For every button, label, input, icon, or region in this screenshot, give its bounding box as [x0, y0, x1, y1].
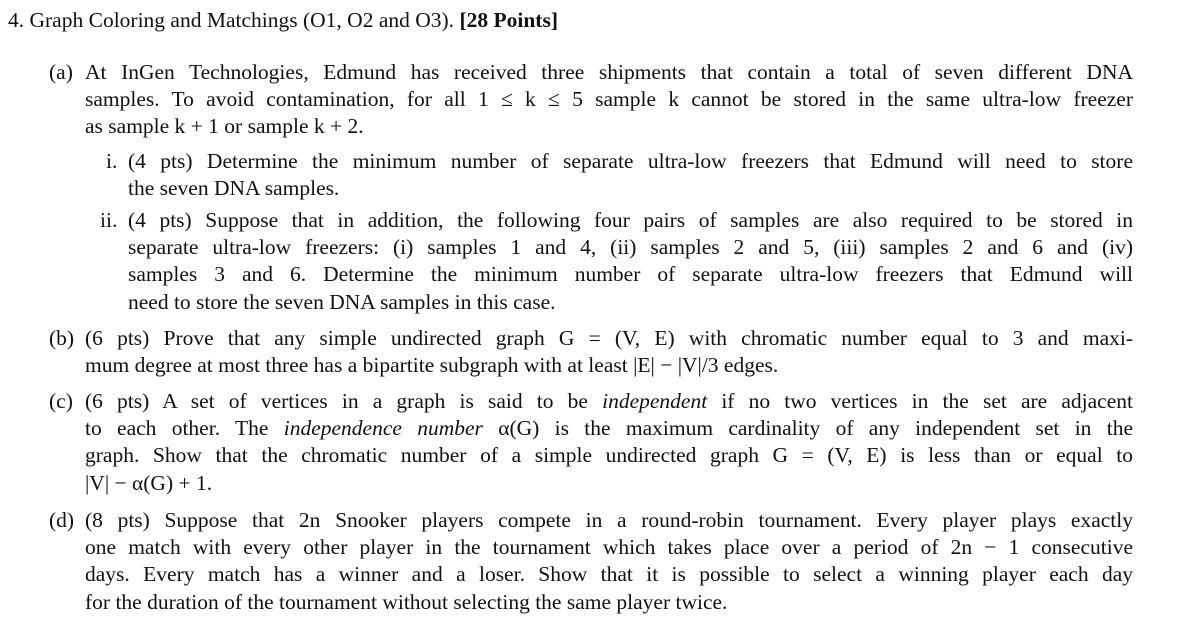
part-c-line: graph. Show that the chromatic number of a simple undirected graph G = (V, E) is less than or equal to — [85, 443, 1133, 468]
part-a-ii-line: need to store the seven DNA samples in this case. — [128, 289, 556, 314]
part-d-line: (8 pts) Suppose that 2n Snooker players compete in a round-robin tournament. Every player plays exactly — [85, 508, 1133, 532]
part-c-line: |V| − α(G) + 1. — [85, 470, 213, 495]
part-d-line: for the duration of the tournament without selecting the same player twice. — [85, 589, 728, 614]
part-a-i-text — [128, 148, 1133, 202]
part-b-marker: (b) — [49, 326, 75, 350]
term-independent: independent — [602, 389, 708, 413]
part-c-marker: (c) — [49, 389, 73, 413]
part-c-line2-start: to each other. The — [85, 416, 284, 441]
part-a-i-marker: i. — [106, 149, 118, 173]
part-d-line: one match with every other player in the tournament which takes place over a period of 2n − 1 consecutive — [85, 535, 1133, 560]
part-b-line: mum degree at most three has a bipartite subgraph with at least |E| − |V|/3 edges. — [85, 353, 779, 378]
part-d — [49, 507, 1133, 616]
part-b-text — [85, 325, 1133, 379]
question-heading — [8, 6, 558, 34]
part-b-line: (6 pts) Prove that any simple undirected graph G = (V, E) with chromatic number equal to 3 and maxi- — [85, 326, 1133, 350]
part-a-ii — [100, 207, 1133, 316]
part-c — [49, 388, 1134, 497]
part-a-ii-text — [128, 207, 1133, 316]
part-d-line: days. Every match has a winner and a loser. Show that it is possible to select a winning player each day — [85, 562, 1133, 587]
part-c-line — [85, 388, 1133, 415]
part-a-ii-line: (4 pts) Suppose that in addition, the following four pairs of samples are also required to be stored in — [128, 208, 1133, 232]
part-c-line — [85, 415, 1133, 442]
part-c-line2-end: α(G) is the maximum cardinality of any independent set in the — [482, 416, 1134, 441]
part-a-text — [85, 59, 1133, 141]
part-a-i-line: the seven DNA samples. — [128, 176, 340, 201]
part-a-marker: (a) — [49, 60, 73, 84]
part-b — [49, 325, 1133, 379]
part-a-ii-line: samples 3 and 6. Determine the minimum number of separate ultra-low freezers that Edmund will — [128, 262, 1133, 287]
part-a-i — [106, 148, 1133, 202]
part-c-line1-end: if no two vertices in the set are adjacent — [707, 389, 1133, 413]
part-a-line: as sample k + 1 or sample k + 2. — [85, 114, 364, 139]
term-independence-number: independence number — [283, 416, 483, 441]
part-a-line: samples. To avoid contamination, for all 1 ≤ k ≤ 5 sample k cannot be stored in the same ultra-low freezer — [85, 87, 1133, 112]
part-a-line: At InGen Technologies, Edmund has received three shipments that contain a total of seven different DNA — [85, 60, 1133, 84]
part-d-text — [85, 507, 1133, 616]
part-d-marker: (d) — [49, 508, 75, 532]
part-a-ii-line: separate ultra-low freezers: (i) samples 1 and 4, (ii) samples 2 and 5, (iii) samples 2 and 6 and (iv) — [128, 235, 1133, 260]
part-a-i-line: (4 pts) Determine the minimum number of separate ultra-low freezers that Edmund will need to store — [128, 149, 1133, 173]
part-c-line1-start: (6 pts) A set of vertices in a graph is said to be — [85, 389, 603, 413]
part-a-ii-marker: ii. — [100, 208, 118, 232]
part-a — [49, 59, 1133, 141]
question-title: 4. Graph Coloring and Matchings (O1, O2 and O3). — [8, 8, 455, 32]
part-c-text — [85, 388, 1133, 497]
question-points: [28 Points] — [459, 8, 558, 32]
